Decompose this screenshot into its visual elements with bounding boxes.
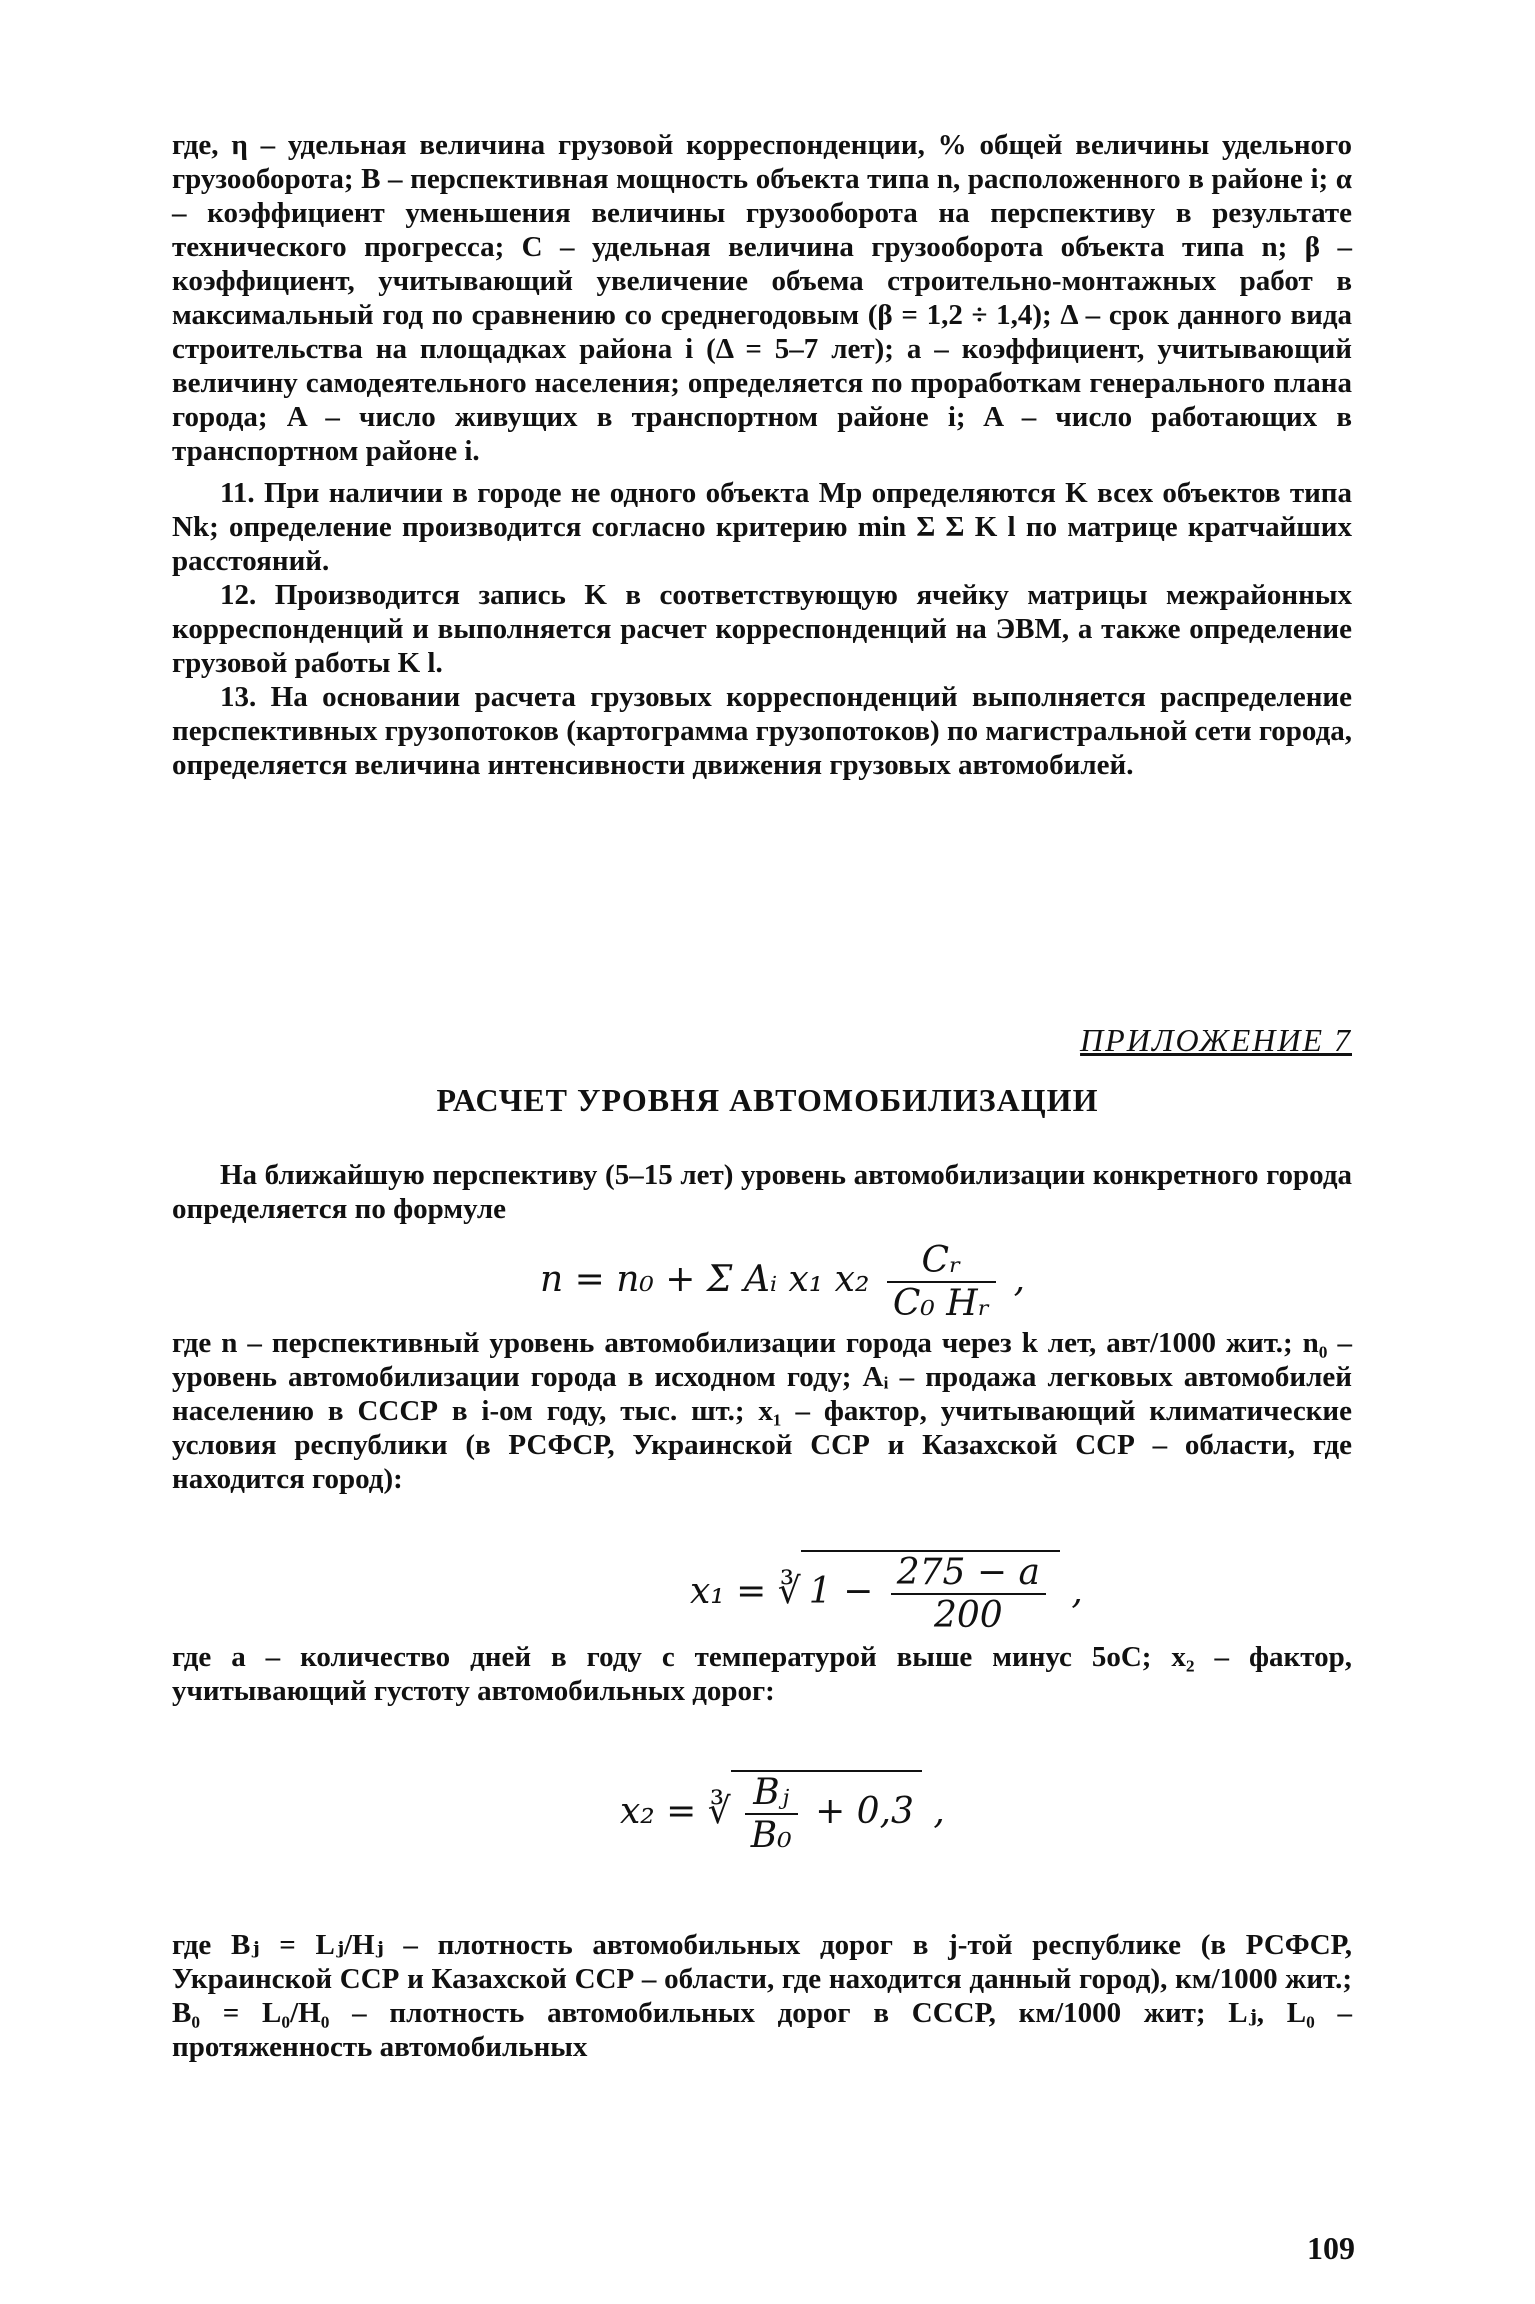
formula-main-lhs: n =: [540, 1259, 605, 1300]
formula-x2-numerator: Bⱼ: [745, 1772, 798, 1815]
formula-x2-fraction: [745, 1772, 798, 1856]
formula-x1-inner: 1 −: [808, 1571, 885, 1612]
where-paragraph-3: где Bⱼ = Lⱼ/Hⱼ – плотность автомобильных дорог в j-той республике (в РСФСР, Украинской ССР и Казахской ССР – области, где находится данный город), км/1000 жит.; B₀ = L₀/H₀ – плотность автомобильных дорог в СССР, км/1000 жит; Lⱼ, L₀ – протяженность автомобильных: [172, 1929, 1352, 2063]
formula-x2-inner: + 0,3: [803, 1791, 914, 1832]
where-paragraph-2: где a – количество дней в году с температурой выше минус 5оС; x₂ – фактор, учитывающий густоту автомобильных дорог:: [172, 1641, 1352, 1707]
where-paragraph-1: где n – перспективный уровень автомобилизации города через k лет, авт/1000 жит.; n₀ – уровень автомобилизации города в исходном году; Aᵢ – продажа легковых автомобилей населению в СССР в i-ом году, тыс. шт.; x₁ – фактор, учитывающий климатические условия республики (в РСФСР, Украинской ССР и Казахской ССР – области, где находится город):: [172, 1327, 1352, 1495]
formula-main-numerator: Cᵣ: [887, 1240, 996, 1283]
formula-x2-radicand: [731, 1770, 922, 1856]
formula-x1-numerator: 275 − a: [891, 1552, 1046, 1595]
formula-main: [540, 1240, 1025, 1324]
formula-main-tail: ,: [1013, 1259, 1026, 1300]
formula-x1-lhs: x₁ = ∛: [690, 1571, 801, 1612]
formula-x2-denominator: B₀: [750, 1815, 792, 1856]
paragraph-item-11: 11. При наличии в городе не одного объекта Mр определяются K всех объектов типа Nk; определение производится согласно критерию min Σ Σ K l по матрице кратчайших расстояний.: [172, 477, 1352, 577]
paragraph-definitions: где, η – удельная величина грузовой корреспонденции, % общей величины удельного грузооборота; B – перспективная мощность объекта типа n, расположенного в районе i; α – коэффициент уменьшения величины грузооборота на перспективу в результате технического прогресса; C – удельная величина грузооборота объекта типа n; β – коэффициент, учитывающий увеличение объема строительно-монтажных работ в максимальный год по сравнению со среднегодовым (β = 1,2 ÷ 1,4); Δ – срок данного вида строительства на площадках района i (Δ = 5–7 лет); a – коэффициент, учитывающий величину самодеятельного населения; определяется по проработкам генерального плана города; A – число живущих в транспортном районе i; A – число работающих в транспортном районе i.: [172, 129, 1352, 467]
formula-main-rhs: n₀ + Σ Aᵢ x₁ x₂: [616, 1259, 870, 1300]
section-title: РАСЧЕТ УРОВНЯ АВТОМОБИЛИЗАЦИИ: [436, 1082, 1099, 1118]
formula-main-denominator: C₀ Hᵣ: [892, 1283, 991, 1324]
where-block-2: [172, 1640, 1352, 1708]
appendix-label: ПРИЛОЖЕНИЕ 7: [1080, 1022, 1352, 1058]
formula-x2-tail: ,: [933, 1791, 945, 1832]
paragraph-item-12: 12. Производится запись K в соответствующую ячейку матрицы межрайонных корреспонденций и выполняется расчет корреспонденций на ЭВМ, а также определение грузовой работы K l.: [172, 579, 1352, 679]
formula-x2: [620, 1770, 945, 1856]
formula-x1-tail: ,: [1071, 1571, 1083, 1612]
formula-main-fraction: [887, 1240, 996, 1324]
formula-x1-fraction: [891, 1552, 1046, 1636]
page-number: 109: [1307, 2230, 1355, 2266]
formula-x2-lhs: x₂ = ∛: [620, 1791, 731, 1832]
formula-x1-radicand: [801, 1550, 1060, 1636]
formula-x1-denominator: 200: [933, 1595, 1003, 1636]
formula-x1: [690, 1550, 1083, 1636]
where-block-1: [172, 1326, 1352, 1496]
intro-block: [172, 1158, 1352, 1226]
intro-paragraph: На ближайшую перспективу (5–15 лет) уровень автомобилизации конкретного города определяется по формуле: [172, 1159, 1352, 1225]
where-block-3: [172, 1928, 1352, 2064]
upper-text-block: [172, 128, 1352, 782]
paragraph-item-13: 13. На основании расчета грузовых корреспонденций выполняется распределение перспективных грузопотоков (картограмма грузопотоков) по магистральной сети города, определяется величина интенсивности движения грузовых автомобилей.: [172, 681, 1352, 781]
